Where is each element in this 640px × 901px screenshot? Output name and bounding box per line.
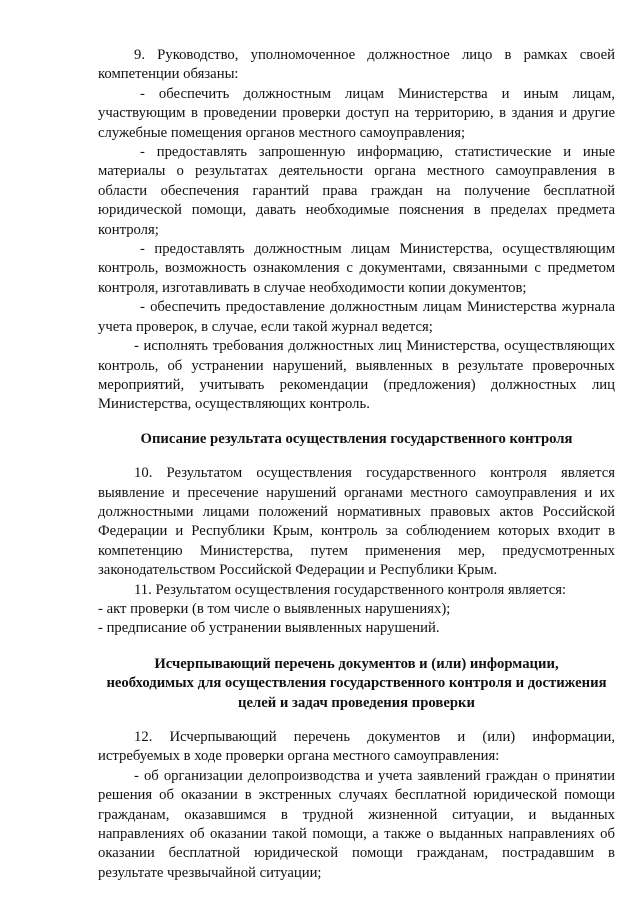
section-9-item-2: - предоставлять запрошенную информацию, статистические и иные материалы о результатах деятельности органа местного самоуправления в области обеспечения гарантий права граждан на получение бесплатной юридической помощи, давать необходимые пояснения в пределах предмета контроля; xyxy=(98,144,615,238)
section-12-item-1: - об организации делопроизводства и учета заявлений граждан о принятии решения об оказании в экстренных случаях бесплатной юридической помощи гражданам, оказавшимся в трудной жизненной ситуации, и выданных направлениях об оказании такой помощи, а также о выданных направлениях об оказании бесплатной юридической помощи гражданам, пострадавшим в результате чрезвычайной ситуации; xyxy=(98,767,615,881)
section-9-item-4: - обеспечить предоставление должностным лицам Министерства журнала учета проверок, в случае, если такой журнал ведется; xyxy=(98,299,615,335)
heading-documents-line-3: целей и задач проведения проверки xyxy=(238,694,475,711)
section-9-item-5: - исполнять требования должностных лиц Министерства, осуществляющих контроль, об устранении нарушений, выявленных в результате проверочных мероприятий, учитывать рекомендации (предложения) должностных лиц Министерства, осуществляющих контроль. xyxy=(98,338,615,413)
section-9-item-3: - предоставлять должностным лицам Министерства, осуществляющим контроль, возможность ознакомления с документами, связанными с предметом контроля, изготавливать в случае необходимости копии документов; xyxy=(98,241,615,296)
section-9-item-1: - обеспечить должностным лицам Министерства и иным лицам, участвующим в проведении проверки доступ на территорию, в здания и другие служебные помещения органов местного самоуправления; xyxy=(98,85,615,141)
section-10: 10. Результатом осуществления государственного контроля является выявление и пресечение нарушений органами местного самоуправления и их должностными лицами положений нормативных правовых актов Российской Федерации и Республики Крым, контроль за соблюдением которых входит в компетенцию Министерства, путем применения мер, предусмотренных законодательством Российской Федерации и Республики Крым. xyxy=(98,465,615,579)
section-11-item-1: - акт проверки (в том числе о выявленных нарушениях); xyxy=(98,600,451,617)
section-11-intro: 11. Результатом осуществления государственного контроля является: xyxy=(134,581,567,598)
heading-result: Описание результата осуществления государственного контроля xyxy=(140,430,573,447)
section-12-intro: 12. Исчерпывающий перечень документов и (или) информации, истребуемых в ходе проверки органа местного самоуправления: xyxy=(98,729,615,765)
section-9-intro: 9. Руководство, уполномоченное должностное лицо в рамках своей компетенции обязаны: xyxy=(98,47,615,83)
heading-documents-line-1: Исчерпывающий перечень документов и (или) информации, xyxy=(154,655,559,672)
heading-documents xyxy=(98,655,615,713)
heading-documents-line-2: необходимых для осуществления государственного контроля и достижения xyxy=(106,675,607,692)
section-11-item-2: - предписание об устранении выявленных нарушений. xyxy=(98,620,440,637)
